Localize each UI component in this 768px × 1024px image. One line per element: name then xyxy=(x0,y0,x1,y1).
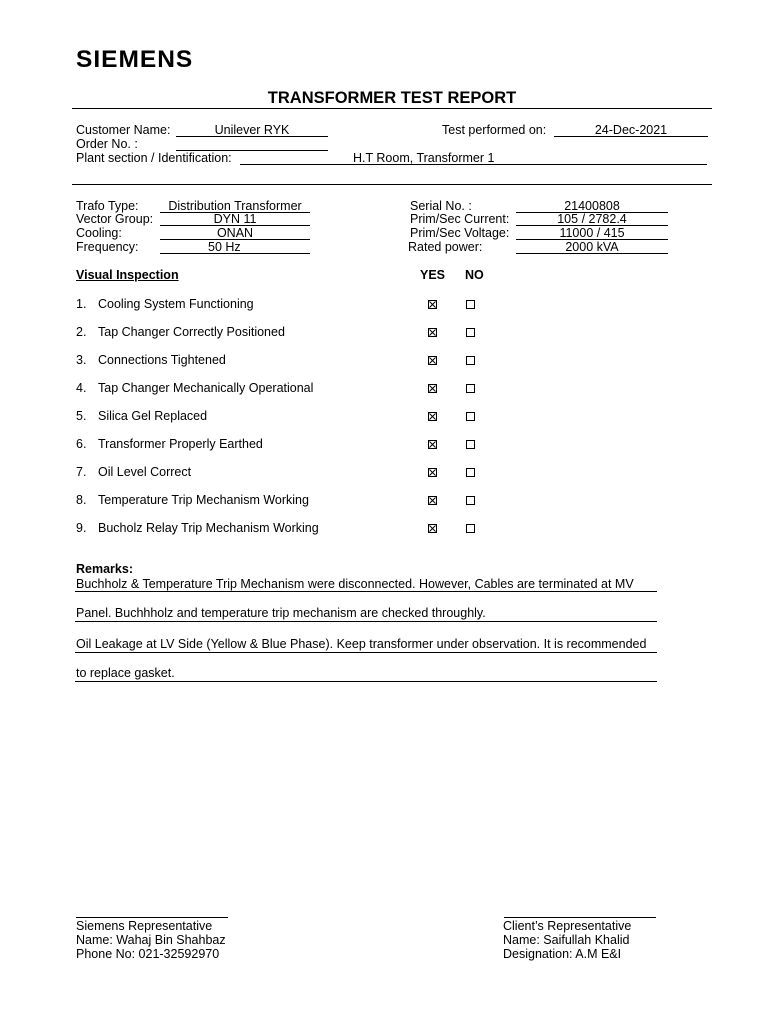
inspection-item-text: Connections Tightened xyxy=(98,353,226,367)
spec-value: 105 / 2782.4 xyxy=(557,212,627,226)
inspection-item-text: Tap Changer Mechanically Operational xyxy=(98,381,314,395)
inspection-heading: Visual Inspection xyxy=(76,268,179,282)
title-divider xyxy=(72,108,712,109)
spec-value: 21400808 xyxy=(564,199,620,213)
yes-checkbox[interactable] xyxy=(428,496,437,505)
siemens-rep-phone: Phone No: 021-32592970 xyxy=(76,947,220,961)
spec-value: 50 Hz xyxy=(208,240,241,254)
remarks-underline xyxy=(75,681,657,682)
inspection-item-text: Silica Gel Replaced xyxy=(98,409,208,423)
order-label: Order No. : xyxy=(76,137,138,151)
test-date-value: 24-Dec-2021 xyxy=(594,123,668,137)
yes-column-label: YES xyxy=(420,268,446,282)
checked-x-icon xyxy=(429,469,436,476)
spec-label: Trafo Type: xyxy=(76,199,139,213)
inspection-item-text: Tap Changer Correctly Positioned xyxy=(98,325,285,339)
client-rep-designation: Designation: A.M E&I xyxy=(503,947,622,961)
yes-checkbox[interactable] xyxy=(428,440,437,449)
inspection-item-number: 7. xyxy=(76,465,87,479)
inspection-item-text: Oil Level Correct xyxy=(98,465,192,479)
spec-label: Vector Group: xyxy=(76,212,154,226)
inspection-item-number: 8. xyxy=(76,493,87,507)
client-rep-name: Name: Saifullah Khalid xyxy=(503,933,630,947)
spec-label: Prim/Sec Current: xyxy=(410,212,510,226)
checked-x-icon xyxy=(429,413,436,420)
no-column-label: NO xyxy=(465,268,484,282)
checked-x-icon xyxy=(429,385,436,392)
signature-line-right xyxy=(504,917,656,918)
remarks-line: Panel. Buchhholz and temperature trip mechanism are checked throughly. xyxy=(76,606,486,620)
siemens-rep-role: Siemens Representative xyxy=(76,919,213,933)
inspection-item-text: Bucholz Relay Trip Mechanism Working xyxy=(98,521,319,535)
checked-x-icon xyxy=(429,525,436,532)
inspection-item-number: 3. xyxy=(76,353,87,367)
test-date-label: Test performed on: xyxy=(442,123,547,137)
no-checkbox[interactable] xyxy=(466,328,475,337)
remarks-line: to replace gasket. xyxy=(76,666,175,680)
customer-underline xyxy=(176,136,328,137)
plant-value: H.T Room, Transformer 1 xyxy=(353,151,495,165)
inspection-item-number: 1. xyxy=(76,297,87,311)
spec-label: Rated power: xyxy=(408,240,483,254)
remarks-line: Oil Leakage at LV Side (Yellow & Blue Phase). Keep transformer under observation. It is recommended xyxy=(76,637,647,651)
siemens-rep-name: Name: Wahaj Bin Shahbaz xyxy=(76,933,226,947)
spec-value: 11000 / 415 xyxy=(559,226,625,240)
no-checkbox[interactable] xyxy=(466,524,475,533)
inspection-item-number: 6. xyxy=(76,437,87,451)
test-date-underline xyxy=(554,136,708,137)
siemens-logo: SIEMENS xyxy=(76,46,194,73)
yes-checkbox[interactable] xyxy=(428,300,437,309)
spec-label: Serial No. : xyxy=(410,199,472,213)
yes-checkbox[interactable] xyxy=(428,384,437,393)
remarks-underline xyxy=(75,621,657,622)
checked-x-icon xyxy=(429,301,436,308)
spec-value: 2000 kVA xyxy=(565,240,619,254)
remarks-line: Buchholz & Temperature Trip Mechanism were disconnected. However, Cables are terminated at MV xyxy=(76,577,634,591)
no-checkbox[interactable] xyxy=(466,496,475,505)
spec-value: ONAN xyxy=(216,226,254,240)
checked-x-icon xyxy=(429,357,436,364)
checked-x-icon xyxy=(429,329,436,336)
inspection-item-number: 5. xyxy=(76,409,87,423)
remarks-underline xyxy=(75,652,657,653)
spec-label: Frequency: xyxy=(76,240,139,254)
spec-underline xyxy=(160,253,310,254)
yes-checkbox[interactable] xyxy=(428,356,437,365)
yes-checkbox[interactable] xyxy=(428,412,437,421)
checked-x-icon xyxy=(429,497,436,504)
inspection-item-number: 9. xyxy=(76,521,87,535)
no-checkbox[interactable] xyxy=(466,356,475,365)
plant-underline xyxy=(240,164,707,165)
spec-value: DYN 11 xyxy=(213,212,257,226)
yes-checkbox[interactable] xyxy=(428,524,437,533)
yes-checkbox[interactable] xyxy=(428,468,437,477)
customer-value: Unilever RYK xyxy=(214,123,290,137)
no-checkbox[interactable] xyxy=(466,468,475,477)
inspection-item-number: 2. xyxy=(76,325,87,339)
remarks-heading: Remarks: xyxy=(76,562,133,576)
no-checkbox[interactable] xyxy=(466,412,475,421)
checked-x-icon xyxy=(429,441,436,448)
spec-label: Cooling: xyxy=(76,226,122,240)
plant-label: Plant section / Identification: xyxy=(76,151,232,165)
spec-underline xyxy=(516,253,668,254)
no-checkbox[interactable] xyxy=(466,440,475,449)
no-checkbox[interactable] xyxy=(466,384,475,393)
remarks-underline xyxy=(75,591,657,592)
spec-value: Distribution Transformer xyxy=(168,199,302,213)
inspection-item-text: Cooling System Functioning xyxy=(98,297,254,311)
yes-checkbox[interactable] xyxy=(428,328,437,337)
inspection-item-number: 4. xyxy=(76,381,87,395)
spec-label: Prim/Sec Voltage: xyxy=(410,226,510,240)
customer-label: Customer Name: xyxy=(76,123,171,137)
report-title: TRANSFORMER TEST REPORT xyxy=(267,89,517,107)
inspection-item-text: Transformer Properly Earthed xyxy=(98,437,263,451)
no-checkbox[interactable] xyxy=(466,300,475,309)
header-divider xyxy=(72,184,712,185)
inspection-item-text: Temperature Trip Mechanism Working xyxy=(98,493,309,507)
signature-line-left xyxy=(76,917,228,918)
client-rep-role: Client’s Representative xyxy=(503,919,632,933)
